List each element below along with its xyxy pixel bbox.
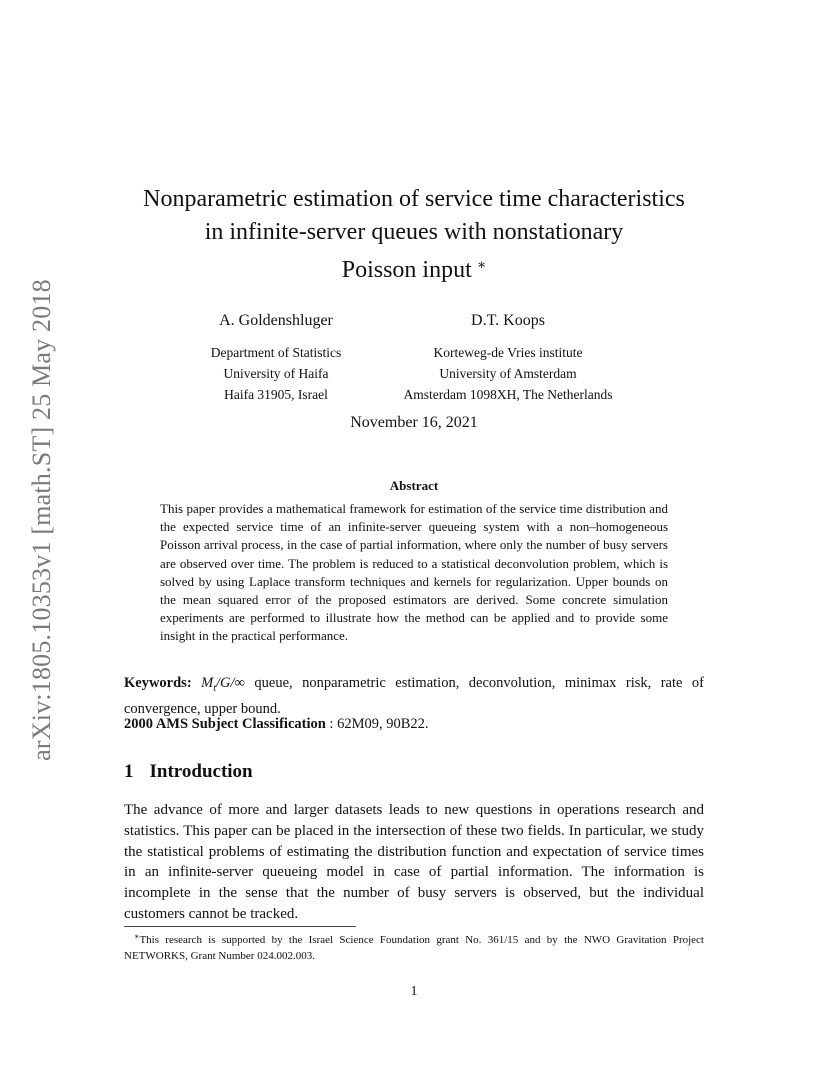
keywords-text: queue, nonparametric estimation, deconvolution, minimax risk, rate of convergence, upper bound. xyxy=(124,675,704,718)
author-affiliation-line: Korteweg-de Vries institute xyxy=(433,345,583,360)
introduction-paragraph: The advance of more and larger datasets leads to new questions in operations research and statistics. This paper can be placed in the intersection of these two fields. In particular, we study the statistical problems of estimating the distribution function and expectation of service times in an infinite-server queueing model in case of partial information. The information is incomplete in the sense that the number of busy servers is observed, but the individual customers cannot be tracked. xyxy=(124,802,704,922)
section-title: Introduction xyxy=(149,761,253,782)
footnote xyxy=(124,929,704,964)
keywords-math-subscript: t xyxy=(213,682,217,694)
keywords-math-rest: /G/∞ xyxy=(216,675,245,691)
section-heading xyxy=(124,761,253,783)
author-affiliation-line: University of Amsterdam xyxy=(439,366,577,381)
paper-title xyxy=(110,183,718,287)
keywords-label: Keywords: xyxy=(124,675,192,691)
title-line-2: in infinite-server queues with nonstationary xyxy=(204,219,624,245)
author-name: D.T. Koops xyxy=(471,312,545,329)
author-block-1 xyxy=(190,310,362,405)
page-number: 1 xyxy=(410,984,418,999)
ams-label: 2000 AMS Subject Classification xyxy=(124,716,326,732)
keywords-math-m: M xyxy=(201,675,214,691)
title-footnote-mark: ∗ xyxy=(476,258,487,273)
author-affiliation-line: Department of Statistics xyxy=(210,345,342,360)
abstract-text: This paper provides a mathematical framework for estimation of the service time distribution and the expected service time of an infinite-server queueing system with a non–homogeneous Poisson arrival process, in the case of partial information, where only the number of busy servers are observed over time. The problem is reduced to a statistical deconvolution problem, which is solved by using Laplace transform techniques and kernels for regularization. Upper bounds on the mean squared error of the proposed estimators are derived. Some concrete simulation experiments are performed to illustrate how the method can be applied and to provide some insight in the practical performance. xyxy=(160,501,668,644)
keywords xyxy=(124,673,704,720)
author-affiliation-line: University of Haifa xyxy=(223,366,329,381)
ams-codes: : 62M09, 90B22. xyxy=(325,716,429,732)
title-line-1: Nonparametric estimation of service time characteristics xyxy=(143,186,685,212)
author-name: A. Goldenshluger xyxy=(219,312,333,329)
arxiv-identifier: arXiv:1805.10353v1 [math.ST] 25 May 2018 xyxy=(27,279,56,761)
author-affiliation-line: Amsterdam 1098XH, The Netherlands xyxy=(403,387,613,402)
section-number: 1 xyxy=(124,761,134,782)
footnote-rule xyxy=(124,926,356,927)
title-line-3: Poisson input xyxy=(341,257,472,283)
footnote-mark: ∗ xyxy=(134,932,140,941)
ams-classification xyxy=(124,714,704,734)
arxiv-sidebar xyxy=(27,265,57,775)
footnote-text: This research is supported by the Israel Science Foundation grant No. 361/15 and by the NWO Gravitation Project NETWORKS, Grant Number 024.002.003. xyxy=(124,934,704,962)
paper-date: November 16, 2021 xyxy=(350,414,478,431)
abstract-heading: Abstract xyxy=(389,478,439,493)
author-affiliation-line: Haifa 31905, Israel xyxy=(224,387,328,402)
author-block-2 xyxy=(380,310,636,405)
